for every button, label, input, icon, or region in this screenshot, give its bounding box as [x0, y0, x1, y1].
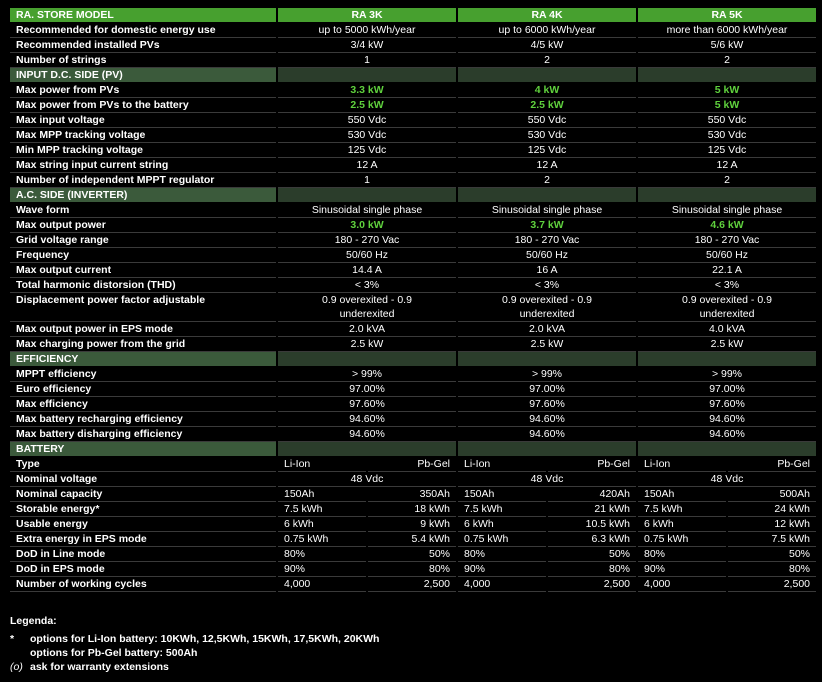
section-fill [458, 188, 636, 203]
row-label: Number of strings [10, 53, 276, 68]
row-label: Number of working cycles [10, 577, 276, 592]
row-value: < 3% [278, 278, 456, 293]
section-fill [638, 442, 816, 457]
row-value: 12 kWh [728, 517, 816, 532]
row-value: 94.60% [278, 427, 456, 442]
row-label: Grid voltage range [10, 233, 276, 248]
row-value: 50/60 Hz [278, 248, 456, 263]
table-row [10, 38, 816, 53]
row-value: 550 Vdc [278, 113, 456, 128]
section-fill [458, 352, 636, 367]
row-value: 97.60% [638, 397, 816, 412]
row-label: Total harmonic distorsion (THD) [10, 278, 276, 293]
model-header: RA 3K [278, 8, 456, 23]
row-label: Frequency [10, 248, 276, 263]
row-value: 550 Vdc [458, 113, 636, 128]
row-value: 3.3 kW [278, 83, 456, 98]
row-value: 150Ah [278, 487, 366, 502]
row-value: 50% [548, 547, 636, 562]
table-row [10, 113, 816, 128]
table-row [10, 382, 816, 397]
table-row [10, 23, 816, 38]
section-fill [458, 68, 636, 83]
row-value: 48 Vdc [278, 472, 456, 487]
table-row [10, 263, 816, 278]
table-row [10, 278, 816, 293]
row-value: 2 [458, 173, 636, 188]
legend-title: Legenda: [10, 615, 57, 627]
row-value: 94.60% [638, 427, 816, 442]
row-value: 2.0 kVA [278, 322, 456, 337]
table-row [10, 322, 816, 337]
row-value: 6.3 kWh [548, 532, 636, 547]
row-value: 350Ah [368, 487, 456, 502]
table-row [10, 337, 816, 352]
row-value: 90% [458, 562, 546, 577]
table-row [10, 472, 816, 487]
row-value: Sinusoidal single phase [458, 203, 636, 218]
row-value: 94.60% [278, 412, 456, 427]
row-value: 7.5 kWh [728, 532, 816, 547]
row-value: 97.00% [458, 382, 636, 397]
row-label: Recommended installed PVs [10, 38, 276, 53]
row-value: 530 Vdc [278, 128, 456, 143]
row-value: 12 A [458, 158, 636, 173]
legend-star-symbol: * [10, 633, 15, 645]
row-value: < 3% [638, 278, 816, 293]
table-row [10, 143, 816, 158]
row-value: up to 5000 kWh/year [278, 23, 456, 38]
row-value: 14.4 A [278, 263, 456, 278]
row-value: 94.60% [458, 412, 636, 427]
row-value: 2 [638, 173, 816, 188]
section-fill [278, 188, 456, 203]
row-label: Type [10, 457, 276, 472]
row-label: Wave form [10, 203, 276, 218]
section-header [10, 442, 816, 457]
row-value-line2: underexited [699, 308, 755, 320]
row-value: 180 - 270 Vac [458, 233, 636, 248]
row-value: 6 kWh [278, 517, 366, 532]
row-value: 80% [458, 547, 546, 562]
table-row [10, 248, 816, 263]
row-value: 94.60% [638, 412, 816, 427]
row-value: 97.00% [278, 382, 456, 397]
row-value: 12 A [638, 158, 816, 173]
row-value: 4/5 kW [458, 38, 636, 53]
table-row [10, 367, 816, 382]
row-value: 97.00% [638, 382, 816, 397]
row-value: 0.75 kWh [458, 532, 546, 547]
row-value: 9 kWh [368, 517, 456, 532]
table-row [10, 53, 816, 68]
table-row [10, 233, 816, 248]
row-value: 2 [458, 53, 636, 68]
table-row [10, 427, 816, 442]
row-value: 150Ah [458, 487, 546, 502]
row-value: 4.6 kW [638, 218, 816, 233]
table-row [10, 173, 816, 188]
row-label: Max MPP tracking voltage [10, 128, 276, 143]
row-value: 7.5 kWh [638, 502, 726, 517]
row-value: 94.60% [458, 427, 636, 442]
row-label: Max efficiency [10, 397, 276, 412]
table-row [10, 532, 816, 547]
section-fill [638, 188, 816, 203]
row-value: 500Ah [728, 487, 816, 502]
row-value: up to 6000 kWh/year [458, 23, 636, 38]
row-value: 0.75 kWh [278, 532, 366, 547]
row-value: 6 kWh [458, 517, 546, 532]
legend-star-line2: options for Pb-Gel battery: 500Ah [30, 647, 198, 659]
row-value: > 99% [638, 367, 816, 382]
row-value [458, 293, 636, 322]
row-label: Nominal capacity [10, 487, 276, 502]
table-row [10, 517, 816, 532]
row-value: 7.5 kWh [278, 502, 366, 517]
section-fill [638, 352, 816, 367]
row-value-line2: underexited [519, 308, 575, 320]
row-value: 21 kWh [548, 502, 636, 517]
row-value: 2 [638, 53, 816, 68]
row-value: 48 Vdc [458, 472, 636, 487]
row-value: 4,000 [278, 577, 366, 592]
row-label: DoD in Line mode [10, 547, 276, 562]
table-row [10, 203, 816, 218]
legend-o-symbol: (o) [10, 661, 23, 673]
legend-star-line1: options for Li-Ion battery: 10KWh, 12,5KWh, 15KWh, 17,5KWh, 20KWh [30, 633, 380, 645]
row-label: Displacement power factor adjustable [10, 293, 276, 322]
model-header: RA 4K [458, 8, 636, 23]
section-fill [278, 352, 456, 367]
row-value [278, 293, 456, 322]
row-value: 550 Vdc [638, 113, 816, 128]
row-label: Storable energy* [10, 502, 276, 517]
section-title: INPUT D.C. SIDE (PV) [10, 68, 276, 83]
row-label: Nominal voltage [10, 472, 276, 487]
header-label: RA. STORE MODEL [10, 8, 276, 23]
section-title: BATTERY [10, 442, 276, 457]
row-value: 50% [728, 547, 816, 562]
row-value: 530 Vdc [458, 128, 636, 143]
row-label: DoD in EPS mode [10, 562, 276, 577]
row-value: 4 kW [458, 83, 636, 98]
row-value: 420Ah [548, 487, 636, 502]
row-value: 97.60% [278, 397, 456, 412]
row-value: 3.7 kW [458, 218, 636, 233]
row-value: 2.5 kW [458, 98, 636, 113]
row-value-line1: 0.9 overexited - 0.9 [682, 294, 772, 306]
row-value: 1 [278, 173, 456, 188]
table-row [10, 158, 816, 173]
row-value: 180 - 270 Vac [638, 233, 816, 248]
row-value-line2: underexited [339, 308, 395, 320]
row-label: Number of independent MPPT regulator [10, 173, 276, 188]
row-label: Max power from PVs [10, 83, 276, 98]
row-value: 90% [278, 562, 366, 577]
row-value: 2,500 [368, 577, 456, 592]
section-fill [278, 68, 456, 83]
row-label: Usable energy [10, 517, 276, 532]
row-value: > 99% [278, 367, 456, 382]
table-row [10, 457, 816, 472]
battery-type: Li-Ion [458, 457, 546, 472]
table-row [10, 218, 816, 233]
row-value: 4.0 kVA [638, 322, 816, 337]
row-label: Max string input current string [10, 158, 276, 173]
row-value: 2,500 [548, 577, 636, 592]
table-row [10, 98, 816, 113]
table-row [10, 397, 816, 412]
row-value: Sinusoidal single phase [638, 203, 816, 218]
section-header [10, 188, 816, 203]
table-row [10, 577, 816, 592]
table-row [10, 487, 816, 502]
row-value: 180 - 270 Vac [278, 233, 456, 248]
row-value: 125 Vdc [458, 143, 636, 158]
spec-table [8, 8, 818, 592]
row-label: Max charging power from the grid [10, 337, 276, 352]
table-row [10, 547, 816, 562]
row-value: 5 kW [638, 98, 816, 113]
row-value: 12 A [278, 158, 456, 173]
table-row [10, 562, 816, 577]
row-label: Max output power [10, 218, 276, 233]
section-title: A.C. SIDE (INVERTER) [10, 188, 276, 203]
section-header [10, 352, 816, 367]
row-value: 90% [638, 562, 726, 577]
row-value: 7.5 kWh [458, 502, 546, 517]
row-value: 530 Vdc [638, 128, 816, 143]
row-value: 1 [278, 53, 456, 68]
row-label: MPPT efficiency [10, 367, 276, 382]
row-value: 2.5 kW [278, 98, 456, 113]
section-fill [458, 442, 636, 457]
header-row [10, 8, 816, 23]
row-value: 6 kWh [638, 517, 726, 532]
row-value: 50% [368, 547, 456, 562]
row-value: 4,000 [458, 577, 546, 592]
row-value: 125 Vdc [278, 143, 456, 158]
row-value: more than 6000 kWh/year [638, 23, 816, 38]
row-value: 80% [548, 562, 636, 577]
row-value: 4,000 [638, 577, 726, 592]
legend [10, 614, 379, 674]
table-row [10, 412, 816, 427]
row-value: 5.4 kWh [368, 532, 456, 547]
battery-type: Li-Ion [638, 457, 726, 472]
table-row [10, 128, 816, 143]
table-row [10, 83, 816, 98]
row-label: Max output current [10, 263, 276, 278]
row-value: 3/4 kW [278, 38, 456, 53]
row-value: 2,500 [728, 577, 816, 592]
battery-type: Pb-Gel [368, 457, 456, 472]
row-value: 80% [278, 547, 366, 562]
row-value: 150Ah [638, 487, 726, 502]
row-value: 80% [728, 562, 816, 577]
row-value: < 3% [458, 278, 636, 293]
row-value: 22.1 A [638, 263, 816, 278]
row-value: 0.75 kWh [638, 532, 726, 547]
row-value: 125 Vdc [638, 143, 816, 158]
legend-o-line: ask for warranty extensions [30, 661, 169, 673]
section-fill [278, 442, 456, 457]
row-value: 2.0 kVA [458, 322, 636, 337]
section-header [10, 68, 816, 83]
row-value: 16 A [458, 263, 636, 278]
row-value-line1: 0.9 overexited - 0.9 [322, 294, 412, 306]
battery-type: Pb-Gel [728, 457, 816, 472]
row-value: 5 kW [638, 83, 816, 98]
row-value: 48 Vdc [638, 472, 816, 487]
row-value: 80% [368, 562, 456, 577]
row-value: 24 kWh [728, 502, 816, 517]
row-value: 2.5 kW [458, 337, 636, 352]
row-value-line1: 0.9 overexited - 0.9 [502, 294, 592, 306]
row-label: Min MPP tracking voltage [10, 143, 276, 158]
row-label: Extra energy in EPS mode [10, 532, 276, 547]
row-label: Max power from PVs to the battery [10, 98, 276, 113]
row-value: 80% [638, 547, 726, 562]
row-value: 18 kWh [368, 502, 456, 517]
row-value: 2.5 kW [638, 337, 816, 352]
row-value: 10.5 kWh [548, 517, 636, 532]
model-header: RA 5K [638, 8, 816, 23]
row-label: Recommended for domestic energy use [10, 23, 276, 38]
row-value: 50/60 Hz [638, 248, 816, 263]
row-value: 5/6 kW [638, 38, 816, 53]
table-row [10, 293, 816, 322]
row-label: Max battery disharging efficiency [10, 427, 276, 442]
row-label: Max output power in EPS mode [10, 322, 276, 337]
row-value: 2.5 kW [278, 337, 456, 352]
row-value [638, 293, 816, 322]
row-value: 3.0 kW [278, 218, 456, 233]
row-value: Sinusoidal single phase [278, 203, 456, 218]
row-label: Max input voltage [10, 113, 276, 128]
row-value: 97.60% [458, 397, 636, 412]
battery-type: Li-Ion [278, 457, 366, 472]
row-value: 50/60 Hz [458, 248, 636, 263]
battery-type: Pb-Gel [548, 457, 636, 472]
row-label: Max battery recharging efficiency [10, 412, 276, 427]
row-label: Euro efficiency [10, 382, 276, 397]
section-fill [638, 68, 816, 83]
row-value: > 99% [458, 367, 636, 382]
section-title: EFFICIENCY [10, 352, 276, 367]
table-row [10, 502, 816, 517]
